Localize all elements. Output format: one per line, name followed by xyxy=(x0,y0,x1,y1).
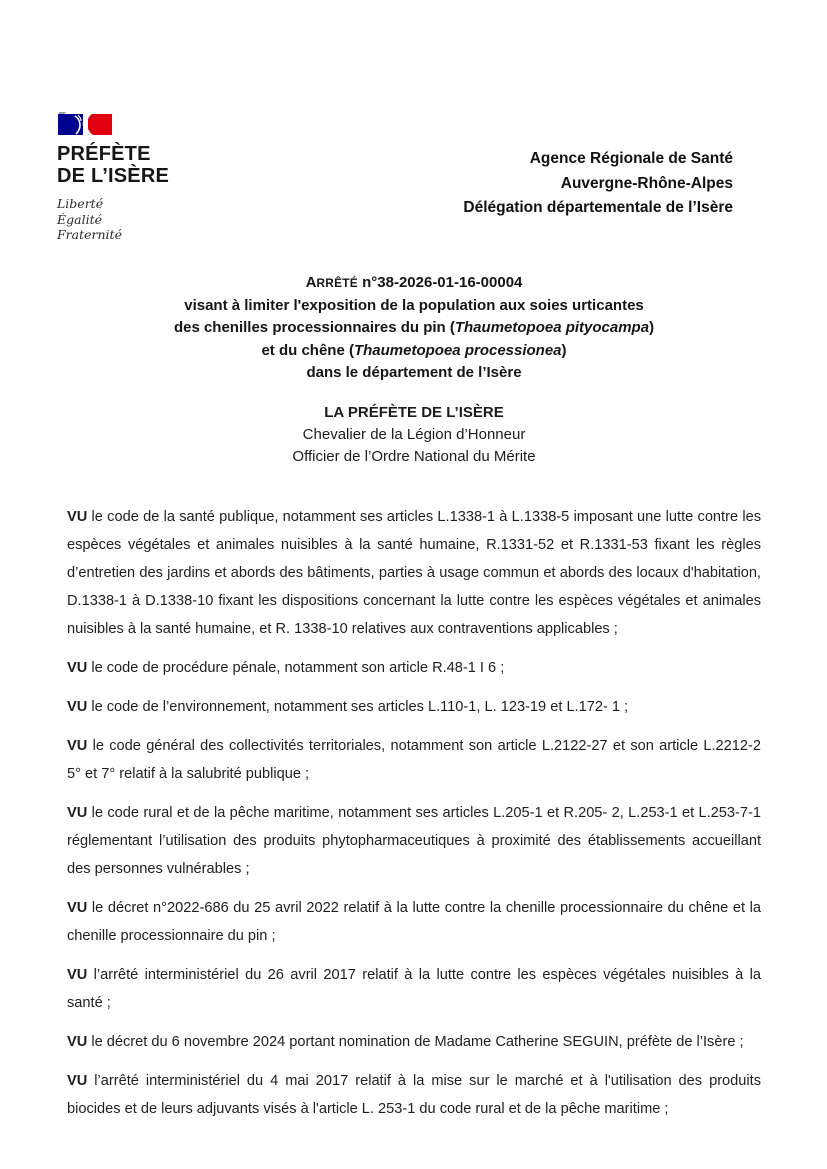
vu-clause-1 xyxy=(67,503,761,643)
decree-title-line4 xyxy=(67,340,761,363)
marianne-flag-icon xyxy=(57,112,113,137)
vu-label: VU xyxy=(67,900,88,916)
prefecture-name-line2: DE L’ISÈRE xyxy=(57,165,170,187)
title-line4-pre: et du chêne ( xyxy=(261,341,354,359)
motto-egalite: Égalité xyxy=(57,211,102,227)
motto-liberte: Liberté xyxy=(57,196,104,211)
vu-label: VU xyxy=(67,660,88,676)
vu-clause-9 xyxy=(67,1067,761,1123)
republic-motto xyxy=(57,196,257,243)
title-line3-post: ) xyxy=(649,319,655,336)
vu-label: VU xyxy=(67,509,88,525)
decree-word-initial: A xyxy=(305,274,317,291)
agency-line-1: Agence Régionale de Santé xyxy=(529,150,733,167)
agency-line-2: Auvergne-Rhône-Alpes xyxy=(560,174,733,192)
prefecture-logo-block xyxy=(57,112,257,243)
document-body xyxy=(67,272,761,1134)
vu-text: le code de l’environnement, notamment ses articles L.110-1, L. 123-19 et L.172- 1 ; xyxy=(87,699,629,715)
decree-number: n°38-2026-01-16-00004 xyxy=(357,274,523,291)
vu-text: le décret n°2022-686 du 25 avril 2022 relatif à la lutte contre la chenille processionnaire du chêne et la chenille processionnaire du pin ; xyxy=(67,900,761,944)
vu-label: VU xyxy=(67,967,88,983)
signatory-title: LA PRÉFÈTE DE L’ISÈRE xyxy=(324,403,504,421)
agency-header xyxy=(463,147,733,221)
vu-label: VU xyxy=(67,805,88,821)
vu-clause-8 xyxy=(67,1028,761,1056)
title-line3-pre: des chenilles processionnaires du pin ( xyxy=(173,319,455,336)
vu-text: l’arrêté interministériel du 4 mai 2017 relatif à la mise sur le marché et à l'utilisation des produits biocides et de leurs adjuvants visés à l'article L. 253-1 du code rural et de la pêche maritime ; xyxy=(67,1073,761,1117)
vu-label: VU xyxy=(67,699,88,715)
vu-text: le code de la santé publique, notamment ses articles L.1338-1 à L.1338-5 imposant une lutte contre les espèces végétales et animales nuisibles à la santé humaine, R.1331-52 et R.1331-53 fixant les règles d’entretien des jardins et abords des bâtiments, parties à usage commun et abords des locaux d'habitation, D.1338-1 à D.1338-10 fixant les dispositions concernant la lutte contre les espèces végétales et animales nuisibles à la santé humaine, et R. 1338-10 relatives aux contraventions applicables ; xyxy=(67,509,761,637)
motto-fraternite: Fraternité xyxy=(57,227,122,242)
vu-text: le code général des collectivités territoriales, notamment son article L.2122-27 et son article L.2212-2 5° et 7° relatif à la salubrité publique ; xyxy=(67,738,761,782)
decree-title-line3 xyxy=(67,317,761,340)
title-line4-post: ) xyxy=(561,341,567,359)
vu-clause-4 xyxy=(67,732,761,788)
vu-clause-6 xyxy=(67,894,761,950)
latin-name-oak: Thaumetopoea processionea xyxy=(353,341,562,359)
decree-word-rest: RRÊTÉ xyxy=(316,276,358,290)
latin-name-pine: Thaumetopoea pityocampa xyxy=(454,319,650,336)
vu-clause-7 xyxy=(67,961,761,1017)
signatory-title-block xyxy=(67,402,761,468)
agency-line-3: Délégation départementale de l’Isère xyxy=(463,199,733,216)
prefecture-name xyxy=(57,143,257,187)
decree-title-line5: dans le département de l’Isère xyxy=(306,364,522,381)
vu-text: l’arrêté interministériel du 26 avril 2017 relatif à la lutte contre les espèces végétales nuisibles à la santé ; xyxy=(67,967,761,1011)
signatory-honor-1: Chevalier de la Légion d’Honneur xyxy=(302,426,526,443)
vu-label: VU xyxy=(67,1034,88,1050)
vu-clause-5 xyxy=(67,799,761,883)
decree-title xyxy=(67,272,761,385)
decree-number-line xyxy=(67,272,761,295)
prefecture-name-line1: PRÉFÈTE xyxy=(57,143,151,165)
signatory-honor-2: Officier de l’Ordre National du Mérite xyxy=(292,447,536,465)
vu-clause-2 xyxy=(67,654,761,682)
vu-label: VU xyxy=(67,1073,88,1089)
vu-text: le code de procédure pénale, notamment son article R.48-1 I 6 ; xyxy=(87,660,505,676)
vu-clause-3 xyxy=(67,693,761,721)
vu-clauses xyxy=(67,503,761,1123)
vu-text: le code rural et de la pêche maritime, notamment ses articles L.205-1 et R.205- 2, L.253-1 et L.253-7-1 réglementant l’utilisation des produits phytopharmaceutiques à proximité des établissements accueillant des personnes vulnérables ; xyxy=(67,805,761,877)
vu-label: VU xyxy=(67,738,88,754)
vu-text: le décret du 6 novembre 2024 portant nomination de Madame Catherine SEGUIN, préfète de l’Isère ; xyxy=(87,1034,744,1050)
decree-title-line2: visant à limiter l'exposition de la population aux soies urticantes xyxy=(184,296,644,314)
